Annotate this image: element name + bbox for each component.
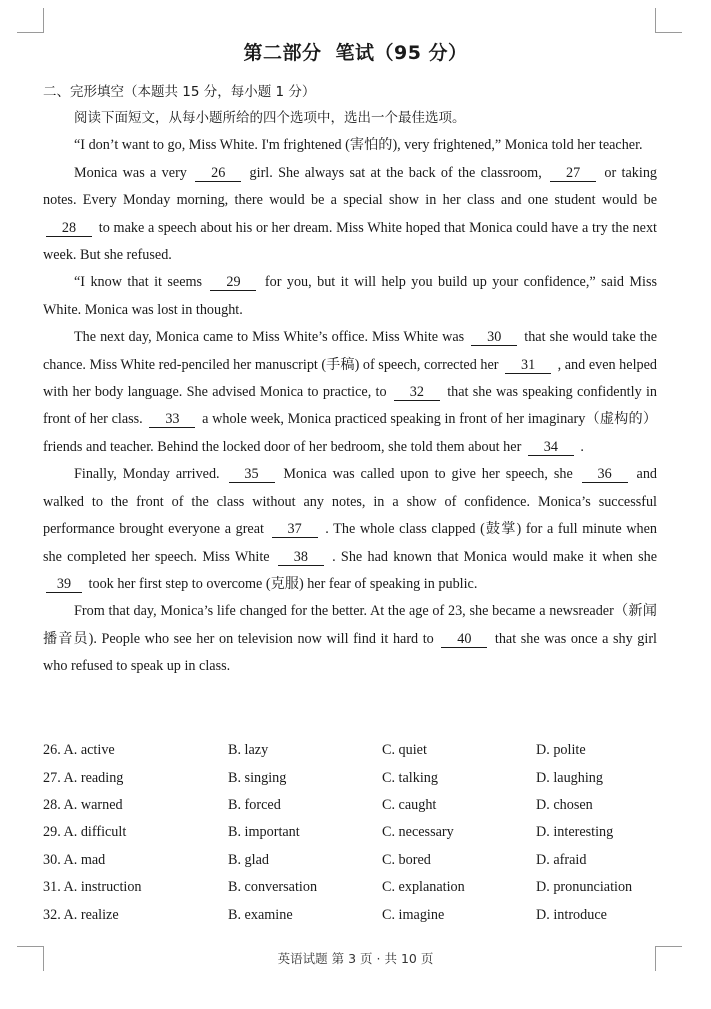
passage-text: The next day, Monica came to Miss White’s office. Miss White was xyxy=(74,329,465,346)
option-b: B. glad xyxy=(228,851,269,868)
passage-paragraph xyxy=(43,269,657,324)
option-c: C. explanation xyxy=(382,879,465,896)
option-b: B. forced xyxy=(228,796,281,813)
passage-text: that she was speaking confidently in front of her class. xyxy=(43,384,657,428)
passage-text: and walked to the front of the class without any notes, in a show of confidence. Monica’s successful performance brought everyone a great xyxy=(43,466,658,538)
passage-text: took her first step to overcome (克服) her fear of speaking in public. xyxy=(88,575,478,592)
blank-38: 38 xyxy=(278,550,324,566)
question-number: 31. xyxy=(43,879,61,896)
page-footer: 英语试题 第 3 页 · 共 10 页 xyxy=(277,951,434,966)
option-a xyxy=(43,879,228,896)
passage-text: “I know that it seems xyxy=(74,274,203,291)
option-c: C. bored xyxy=(382,851,431,868)
option-b: B. conversation xyxy=(228,879,318,896)
title-sub: 笔试（95 分） xyxy=(335,42,468,64)
option-c: C. talking xyxy=(382,769,438,786)
passage-text: Monica was called upon to give her speech, she xyxy=(283,466,573,483)
option-row xyxy=(43,901,683,928)
passage-paragraph xyxy=(43,160,657,270)
option-b: B. singing xyxy=(228,769,287,786)
passage-text: . The whole class clapped (鼓掌) for a full minute when she completed her speech. Miss White xyxy=(43,521,658,565)
passage-text: for you, but it will help you build up your confidence,” said Miss White. Monica was lost in thought. xyxy=(43,274,657,318)
passage-text: to make a speech about his or her dream. Miss White hoped that Monica could have a try the next week. But she refused. xyxy=(43,219,657,264)
blank-29: 29 xyxy=(210,275,256,291)
option-a xyxy=(43,824,228,841)
passage-paragraph xyxy=(43,132,657,159)
option-a-text: A. active xyxy=(63,742,115,759)
blank-33: 33 xyxy=(149,412,195,428)
passage-text: girl. She always sat at the back of the classroom, xyxy=(249,164,542,181)
passage-paragraph xyxy=(43,598,657,680)
option-a xyxy=(43,797,228,814)
option-a-text: A. mad xyxy=(63,851,106,868)
passage-text: . She had known that Monica would make it when she xyxy=(332,548,658,565)
cloze-content xyxy=(43,105,657,681)
cloze-passage xyxy=(43,132,657,680)
option-d: D. chosen xyxy=(536,796,593,813)
page-title xyxy=(0,38,711,65)
option-row xyxy=(43,737,683,764)
option-a-text: A. reading xyxy=(63,769,124,786)
blank-39: 39 xyxy=(46,577,82,593)
passage-text: that she was once a shy girl who refused to speak up in class. xyxy=(43,630,657,675)
option-a xyxy=(43,742,228,759)
passage-text: that she would take the chance. Miss White red-penciled her manuscript (手稿) of speech, corrected her xyxy=(43,329,658,373)
question-number: 28. xyxy=(43,796,61,813)
passage-paragraph xyxy=(43,461,657,598)
option-d: D. introduce xyxy=(536,906,607,923)
blank-26: 26 xyxy=(195,166,241,182)
option-d: D. pronunciation xyxy=(536,879,633,896)
question-number: 26. xyxy=(43,742,61,759)
blank-32: 32 xyxy=(394,385,440,401)
passage-text: . xyxy=(580,438,584,455)
option-d: D. afraid xyxy=(536,851,587,868)
section-heading: 二、完形填空（本题共 15 分，每小题 1 分） xyxy=(43,84,316,100)
passage-text: From that day, Monica’s life changed for the better. At the age of 23, she became a newsreader（新闻播音员). People who see her on television now will find it hard to xyxy=(43,603,657,647)
option-a-text: A. realize xyxy=(63,906,119,923)
option-a-text: A. difficult xyxy=(63,824,127,841)
blank-30: 30 xyxy=(471,330,517,346)
option-row xyxy=(43,847,683,874)
crop-mark-top-right xyxy=(655,8,682,33)
title-main: 第二部分 xyxy=(243,42,322,64)
option-row xyxy=(43,819,683,846)
option-b: B. lazy xyxy=(228,742,269,759)
question-number: 30. xyxy=(43,851,61,868)
blank-31: 31 xyxy=(505,358,551,374)
blank-27: 27 xyxy=(550,166,596,182)
option-a-text: A. warned xyxy=(63,796,123,813)
crop-mark-top-left xyxy=(17,8,44,33)
option-d: D. interesting xyxy=(536,824,614,841)
question-number: 29. xyxy=(43,824,61,841)
options-list xyxy=(43,737,683,929)
blank-40: 40 xyxy=(441,632,487,648)
blank-28: 28 xyxy=(46,221,92,237)
option-row xyxy=(43,874,683,901)
option-row xyxy=(43,764,683,791)
option-a xyxy=(43,852,228,869)
option-d: D. polite xyxy=(536,742,586,759)
option-a xyxy=(43,770,228,787)
option-c: C. imagine xyxy=(382,906,445,923)
blank-36: 36 xyxy=(582,467,628,483)
passage-text: a whole week, Monica practiced speaking in front of her imaginary（虚构的）friends and teacher. Behind the locked door of her bedroom, she told them about her xyxy=(43,411,658,455)
option-a-text: A. instruction xyxy=(63,879,142,896)
passage-text: “I don’t want to go, Miss White. I'm frightened (害怕的), very frightened,” Monica told her teacher. xyxy=(74,137,643,154)
passage-text: Finally, Monday arrived. xyxy=(74,466,220,483)
option-b: B. important xyxy=(228,824,300,841)
blank-37: 37 xyxy=(272,522,318,538)
option-c: C. necessary xyxy=(382,824,454,841)
option-a xyxy=(43,907,228,924)
option-c: C. caught xyxy=(382,796,437,813)
question-number: 32. xyxy=(43,906,61,923)
blank-35: 35 xyxy=(229,467,275,483)
passage-text: Monica was a very xyxy=(74,164,187,181)
passage-paragraph xyxy=(43,324,657,461)
option-d: D. laughing xyxy=(536,769,603,786)
passage-text: or taking notes. Every Monday morning, there would be a special show in her class and one student would be xyxy=(43,164,658,209)
passage-text: , and even helped with her body language. She advised Monica to practice, to xyxy=(43,356,657,401)
option-row xyxy=(43,792,683,819)
question-number: 27. xyxy=(43,769,61,786)
instruction: 阅读下面短文，从每小题所给的四个选项中，选出一个最佳选项。 xyxy=(74,110,466,126)
blank-34: 34 xyxy=(528,440,574,456)
option-c: C. quiet xyxy=(382,742,427,759)
option-b: B. examine xyxy=(228,906,293,923)
